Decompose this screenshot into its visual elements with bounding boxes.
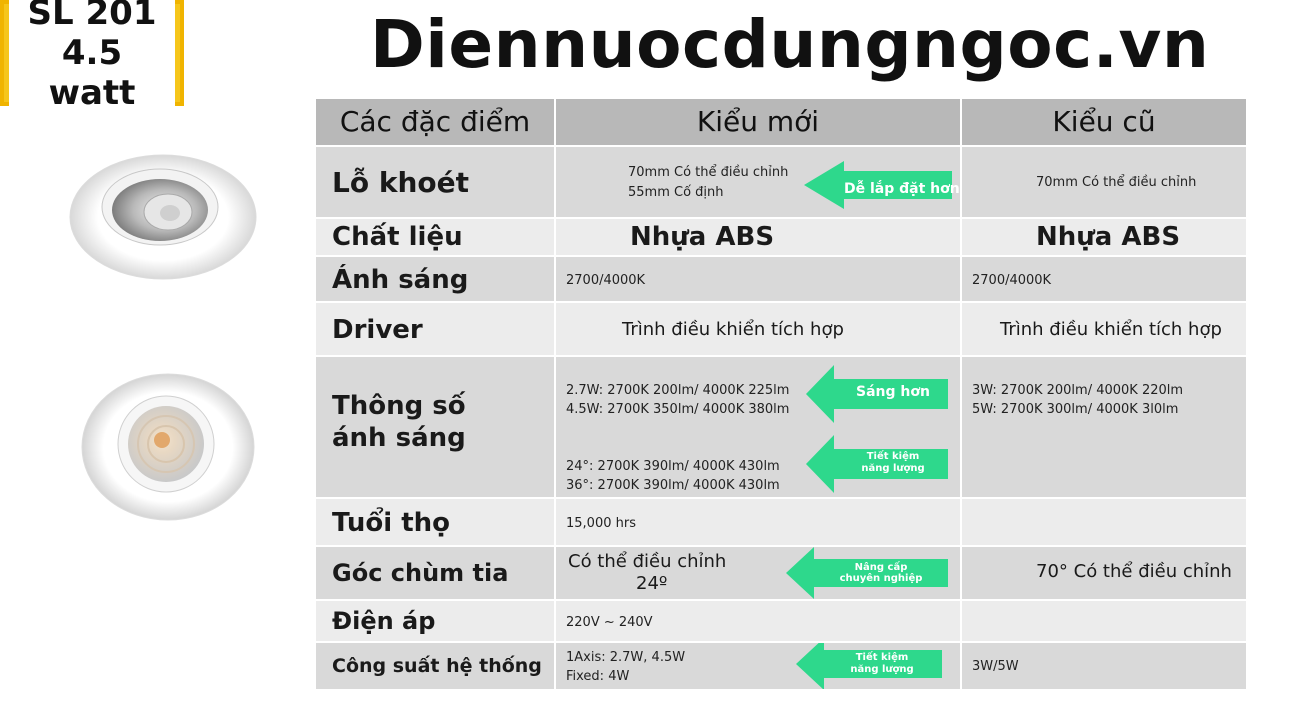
spec-new-3: 24°: 2700K 390lm/ 4000K 430lm (566, 459, 780, 474)
light-new: 2700/4000K (566, 273, 646, 288)
lifetime-new: 15,000 hrs (566, 516, 636, 531)
table-row (316, 257, 1246, 301)
beam-old: 70° Có thể điều chỉnh (1036, 561, 1232, 582)
arrow-energy-saving-1: Tiết kiệm (866, 451, 920, 462)
table-row (316, 147, 1246, 217)
header-old-model: Kiểu cũ (1052, 105, 1156, 138)
table-row (316, 499, 1246, 545)
arrow-brighter: Sáng hơn (856, 384, 930, 400)
row-label-spec-2: ánh sáng (332, 423, 466, 453)
row-label-lifetime: Tuổi thọ (332, 508, 451, 538)
voltage-new: 220V ~ 240V (566, 615, 653, 630)
table-row (316, 357, 1246, 497)
row-label-driver: Driver (332, 315, 423, 345)
power-new-1: 1Axis: 2.7W, 4.5W (566, 650, 686, 665)
arrow-energy-saving-power-2: năng lượng (850, 664, 914, 675)
cutout-new-1: 70mm Có thể điều chỉnh (628, 165, 789, 180)
comparison-table (316, 99, 1246, 689)
arrow-energy-saving-2: năng lượng (861, 463, 925, 474)
arrow-energy-saving-power-1: Tiết kiệm (855, 652, 909, 663)
model-badge (0, 0, 184, 113)
site-title: Diennuocdungngoc.vn (370, 6, 1210, 83)
badge-wattage: 4.5 watt (9, 33, 175, 113)
arrow-professional-1: Nâng cấp (854, 562, 908, 573)
row-label-beam-angle: Góc chùm tia (332, 559, 509, 587)
beam-new-1: Có thể điều chỉnh (568, 551, 727, 572)
arrow-professional-2: chuyên nghiệp (839, 573, 923, 584)
power-new-2: Fixed: 4W (566, 669, 630, 684)
header-new-model: Kiểu mới (696, 105, 820, 138)
badge-model: SL 201 (9, 0, 175, 33)
spec-old-2: 5W: 2700K 300lm/ 4000K 3l0lm (972, 402, 1179, 417)
material-old: Nhựa ABS (1036, 222, 1181, 252)
header-features: Các đặc điểm (339, 105, 531, 138)
spec-new-4: 36°: 2700K 390lm/ 4000K 430lm (566, 478, 780, 493)
row-label-spec-1: Thông số (332, 391, 466, 421)
row-label-material: Chất liệu (332, 222, 463, 252)
spec-new-2: 4.5W: 2700K 350lm/ 4000K 380lm (566, 402, 790, 417)
row-label-light: Ánh sáng (332, 265, 469, 295)
spec-new-1: 2.7W: 2700K 200lm/ 4000K 225lm (566, 383, 790, 398)
driver-old: Trình điều khiển tích hợp (1000, 319, 1222, 340)
beam-new-2: 24º (636, 573, 668, 594)
driver-new: Trình điều khiển tích hợp (622, 319, 844, 340)
row-label-cutout: Lỗ khoét (332, 166, 469, 199)
table-row (316, 547, 1246, 599)
light-old: 2700/4000K (972, 273, 1052, 288)
downlight-fixed-image (80, 372, 256, 522)
table-row (316, 219, 1246, 255)
arrow-easier-install: Dễ lắp đặt hơn (844, 181, 960, 197)
spec-old-1: 3W: 2700K 200lm/ 4000K 220lm (972, 383, 1184, 398)
arrow-energy-saving-power (824, 652, 940, 676)
table-row (316, 643, 1246, 689)
table-row (316, 601, 1246, 641)
power-old: 3W/5W (972, 659, 1019, 674)
table-row (316, 303, 1246, 355)
arrow-energy-saving (838, 451, 948, 475)
arrow-professional (818, 562, 944, 584)
table-header-row (316, 99, 1246, 145)
row-label-voltage: Điện áp (332, 607, 436, 635)
downlight-adjustable-image (68, 152, 258, 282)
material-new: Nhựa ABS (630, 222, 775, 252)
cutout-old: 70mm Có thể điều chỉnh (1036, 175, 1197, 190)
cutout-new-2: 55mm Cố định (628, 185, 724, 200)
row-label-system-power: Công suất hệ thống (332, 655, 542, 677)
